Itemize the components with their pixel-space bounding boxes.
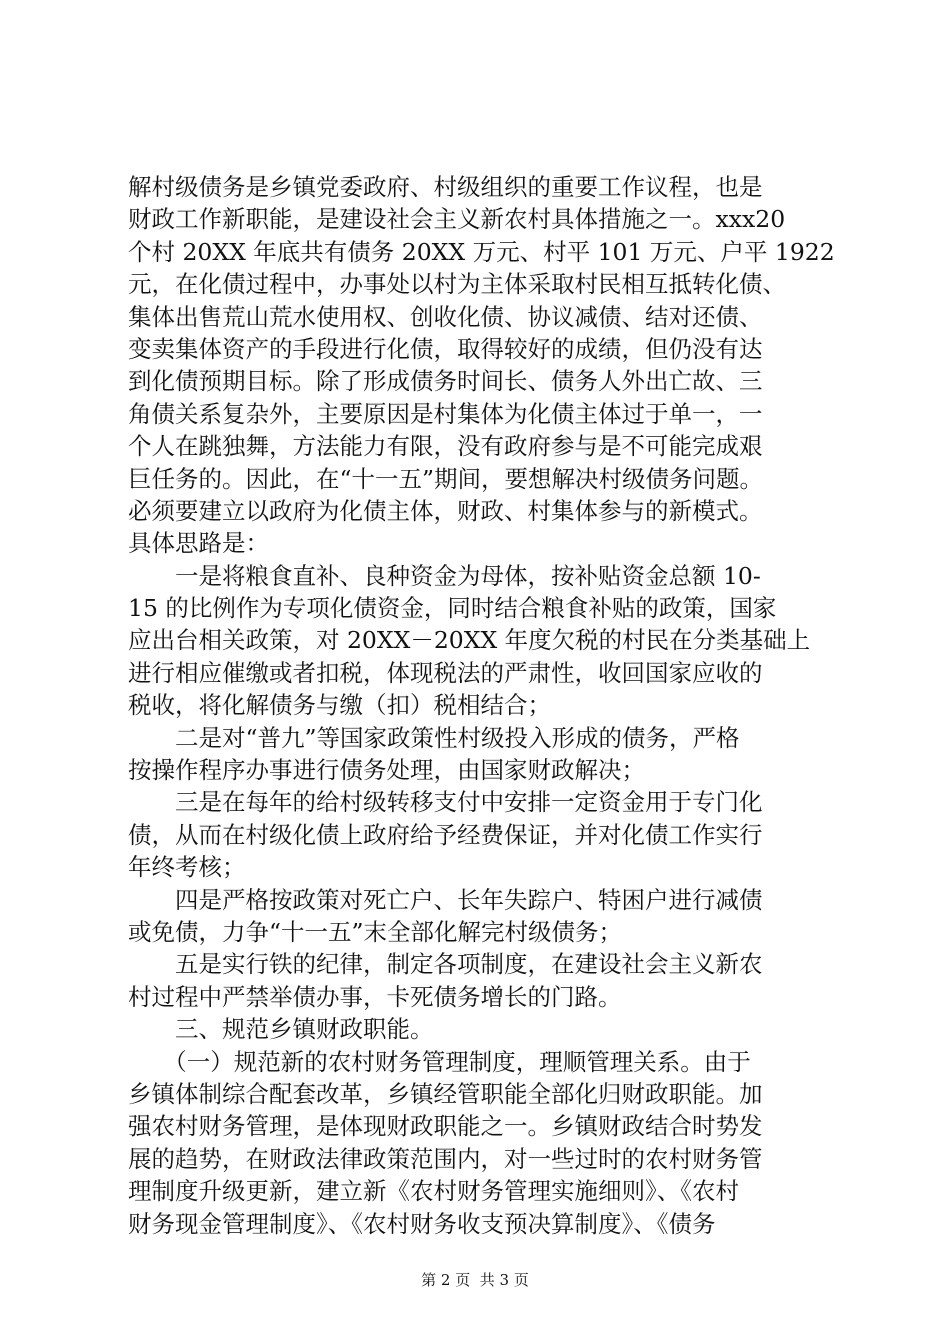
text-line: 角债关系复杂外，主要原因是村集体为化债主体过于单一，一 <box>128 399 763 428</box>
text-line: （一）规范新的农村财务管理制度，理顺管理关系。由于 <box>128 1047 751 1076</box>
text-line: 个人在跳独舞，方法能力有限，没有政府参与是不可能完成艰 <box>128 432 763 461</box>
text-line: 债，从而在村级化债上政府给予经费保证，并对化债工作实行 <box>128 820 763 849</box>
text-line: 年终考核； <box>128 853 246 882</box>
text-line: 财务现金管理制度》、《农村财务收支预决算制度》、《债务 <box>128 1209 716 1238</box>
text-line: 三、规范乡镇财政职能。 <box>128 1015 434 1044</box>
text-line: 应出台相关政策，对 20XX－20XX 年度欠税的村民在分类基础上 <box>128 626 811 655</box>
text-line: 进行相应催缴或者扣税，体现税法的严肃性，收回国家应收的 <box>128 658 763 687</box>
document-body <box>128 171 835 1240</box>
text-line: 解村级债务是乡镇党委政府、村级组织的重要工作议程，也是 <box>128 173 763 201</box>
text-line: 具体思路是： <box>128 529 269 558</box>
text-line: 强农村财务管理，是体现财政职能之一。乡镇财政结合时势发 <box>128 1112 763 1141</box>
text-line: 15 的比例作为专项化债资金，同时结合粮食补贴的政策，国家 <box>128 594 777 623</box>
text-line: 集体出售荒山荒水使用权、创收化债、协议减债、结对还债、 <box>128 302 763 331</box>
text-line: 一是将粮食直补、良种资金为母体，按补贴资金总额 10- <box>128 561 761 590</box>
text-line: 按操作程序办事进行债务处理，由国家财政解决； <box>128 756 645 785</box>
text-line: 或免债，力争“十一五”末全部化解完村级债务； <box>128 917 623 946</box>
page-number-label: 第 2 页 共 3 页 <box>421 1271 529 1289</box>
text-line: 理制度升级更新，建立新《农村财务管理实施细则》、《农村 <box>128 1177 739 1206</box>
text-line: 村过程中严禁举债办事，卡死债务增长的门路。 <box>128 982 622 1011</box>
text-line: 三是在每年的给村级转移支付中安排一定资金用于专门化 <box>128 788 763 817</box>
text-line: 必须要建立以政府为化债主体，财政、村集体参与的新模式。 <box>128 496 763 525</box>
text-line: 财政工作新职能，是建设社会主义新农村具体措施之一。xxx20 <box>128 205 786 234</box>
text-line: 四是严格按政策对死亡户、长年失踪户、特困户进行减债 <box>128 885 763 914</box>
text-line: 五是实行铁的纪律，制定各项制度，在建设社会主义新农 <box>128 950 763 979</box>
text-line: 展的趋势，在财政法律政策范围内，对一些过时的农村财务管 <box>128 1144 763 1173</box>
text-line: 元，在化债过程中，办事处以村为主体采取村民相互抵转化债、 <box>128 270 786 299</box>
text-line: 乡镇体制综合配套改革，乡镇经管职能全部化归财政职能。加 <box>128 1079 763 1108</box>
text-line: 巨任务的。因此，在“十一五”期间，要想解决村级债务问题。 <box>128 464 764 493</box>
text-line: 二是对“普九”等国家政策性村级投入形成的债务，严格 <box>128 723 740 752</box>
text-line: 个村 20XX 年底共有债务 20XX 万元、村平 101 万元、户平 1922 <box>128 237 835 266</box>
page-footer <box>0 1270 950 1290</box>
text-line: 到化债预期目标。除了形成债务时间长、债务人外出亡故、三 <box>128 367 763 396</box>
text-line: 变卖集体资产的手段进行化债，取得较好的成绩，但仍没有达 <box>128 334 763 363</box>
text-line: 税收，将化解债务与缴（扣）税相结合； <box>128 691 551 720</box>
